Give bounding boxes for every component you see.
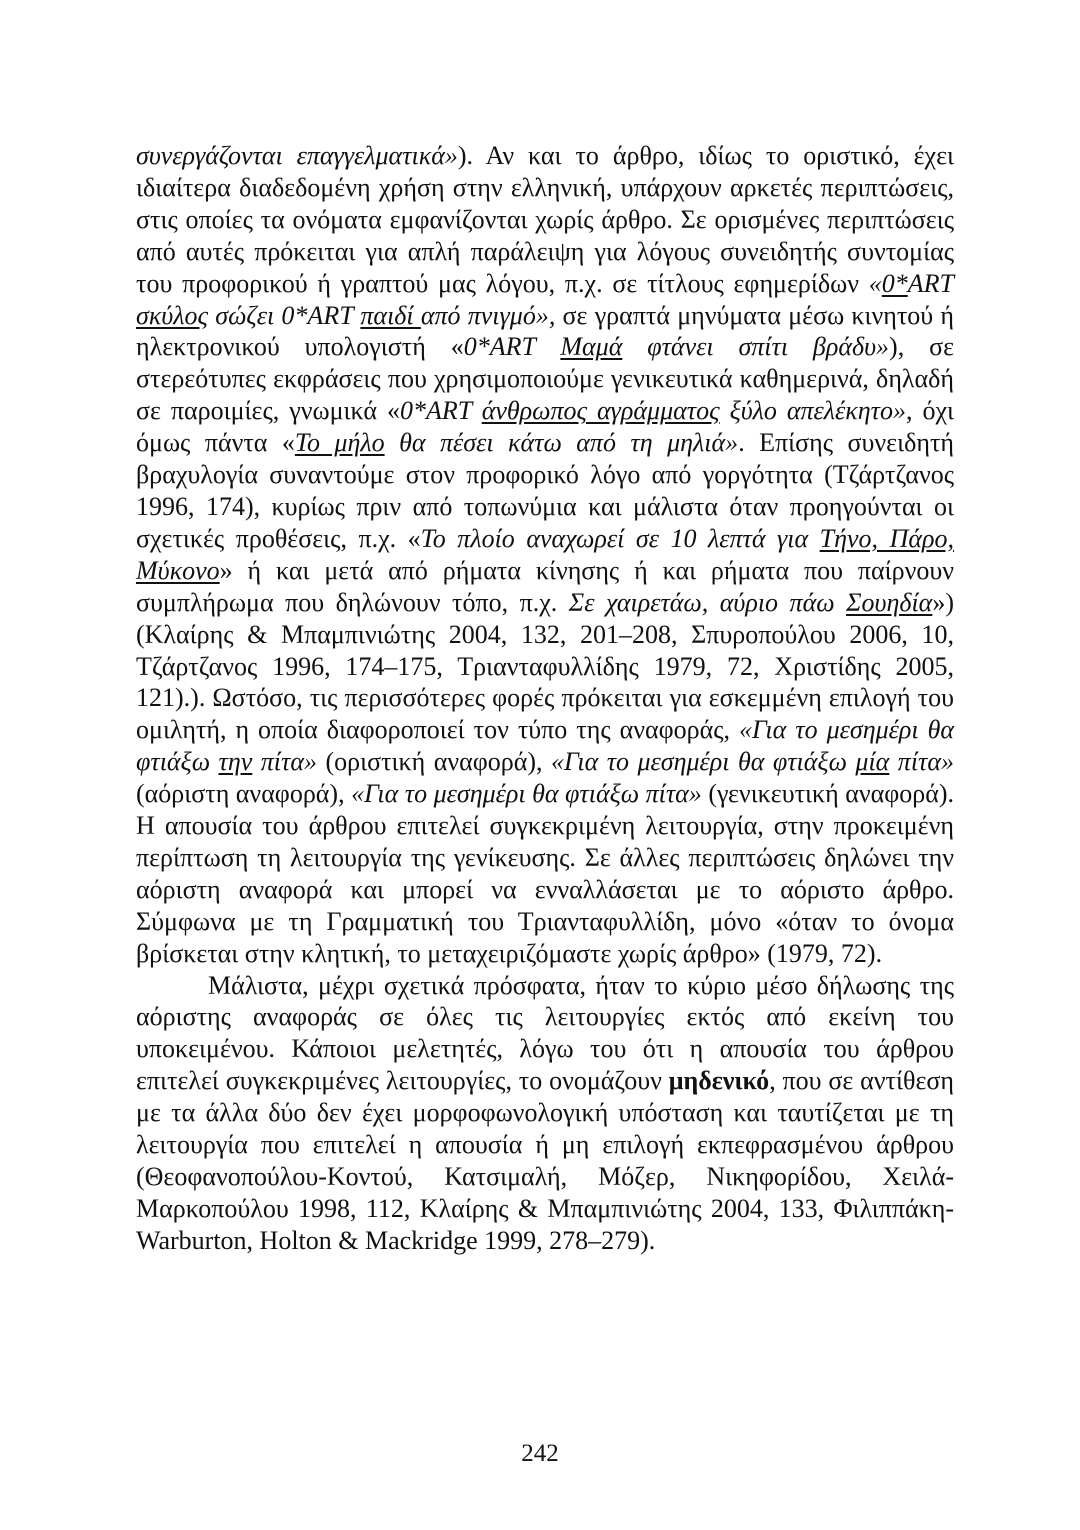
text-run: «Για το μεσημέρι θα φτιάξω bbox=[550, 747, 856, 777]
text-run: ξύλο απελέκητο» bbox=[719, 396, 906, 426]
text-run: 0*ART bbox=[463, 332, 561, 362]
text-run: Τήνο, Πάρο, Μύκονο bbox=[136, 523, 954, 585]
text-run: ») (Κλαίρης & Μπαμπινιώτης 2004, 132, 201–208, Σπυροπούλου 2006, 10, Τζάρτζανος 1996, 174–175, Τριανταφυλλίδης 1979, 72, Χριστίδης 2005, 121).). Ωστόσο, τις περισσότερες φορές πρόκειται για εσκεμμένη επιλογή του ομιλητή, η οποία διαφοροποιεί τον τύπο της αναφοράς, bbox=[136, 587, 954, 745]
text-run: την bbox=[218, 747, 253, 777]
text-run: σε γραπτά μηνύματα μέσω κινητού ή ηλεκτρονικού υπολογιστή « bbox=[136, 300, 954, 362]
text-run: (οριστική αναφορά), bbox=[316, 747, 551, 777]
text-run: Μάλιστα, μέχρι σχετικά πρόσφατα, ήταν το κύριο μέσο δήλωσης της αόριστης αναφοράς σε όλες τις λειτουργίες εκτός από εκείνη του υποκειμένου. Κάποιοι μελετητές, λόγω του ότι η απουσία του άρθρου επιτελεί συγκεκριμένες λειτουργίες, το ονομάζουν bbox=[136, 970, 954, 1096]
paragraph-2 bbox=[136, 970, 954, 1257]
text-run: 0* bbox=[881, 268, 908, 298]
text-run: ART bbox=[907, 268, 954, 298]
text-run: σώζει 0*ART bbox=[208, 300, 361, 330]
text-run: Σε χαιρετάω, αύριο πάω bbox=[568, 587, 847, 617]
text-run: μηδενικό bbox=[668, 1066, 770, 1096]
text-run: 0*ART bbox=[399, 396, 482, 426]
text-run: από πνιγμό», bbox=[420, 300, 556, 330]
text-run: Το πλοίο αναχωρεί σε 10 λεπτά για bbox=[420, 523, 820, 553]
text-run: θα πέσει κάτω από τη μηλιά» bbox=[384, 428, 739, 458]
text-run: παιδί bbox=[360, 300, 421, 330]
text-run: , που σε αντίθεση με τα άλλα δύο δεν έχει μορφοφωνολογική υπόσταση και ταυτίζεται με τη λειτουργία που επιτελεί η απουσία ή μη επιλογή εκπεφρασμένου άρθρου (Θεοφανοπούλου-Κοντού, Κατσιμαλή, Μόζερ, Νικηφορίδου, Χειλά-Μαρκοπούλου 1998, 112, Κλαίρης & Μπαμπινιώτης 2004, 133, Φιλιππάκη-Warburton, Holton & Mackridge 1999, 278–279). bbox=[136, 1066, 954, 1255]
text-run: «Για το μεσημέρι θα φτιάξω πίτα» bbox=[351, 779, 702, 809]
text-run: ), σε στερεότυπες εκφράσεις που χρησιμοποιούμε γενικευτικά καθημερινά, δηλαδή σε παροιμίες, γνωμικά « bbox=[136, 332, 954, 426]
text-run: πίτα» bbox=[252, 747, 317, 777]
text-run: άνθρωπος αγράμματος bbox=[481, 396, 720, 426]
text-run: πίτα» bbox=[889, 747, 955, 777]
text-run: συνεργάζονται επαγγελματικά» bbox=[136, 141, 458, 170]
text-run: μία bbox=[855, 747, 890, 777]
text-run: , όχι όμως πάντα « bbox=[136, 396, 954, 458]
paragraph-1 bbox=[136, 140, 954, 970]
text-run: Σουηδία bbox=[846, 587, 933, 617]
text-run: φτάνει σπίτι βράδυ» bbox=[622, 332, 890, 362]
page-number: 242 bbox=[521, 1440, 559, 1467]
body-text bbox=[136, 140, 954, 1257]
text-run: (αόριστη αναφορά), bbox=[136, 779, 352, 809]
text-run: σκύλος bbox=[136, 300, 209, 330]
text-run: Μαμά bbox=[560, 332, 623, 362]
text-run: «Για το μεσημέρι θα φτιάξω bbox=[136, 715, 955, 777]
text-run: (γενικευτική αναφορά). Η απουσία του άρθρου επιτελεί συγκεκριμένη λειτουργία, στην προκειμένη περίπτωση τη λειτουργία της γενίκευσης. Σε άλλες περιπτώσεις δηλώνει την αόριστη αναφορά και μπορεί να ενναλλάσεται με το αόριστο άρθρο. Σύμφωνα με τη Γραμματική του Τριανταφυλλίδη, μόνο «όταν το όνομα βρίσκεται στην κλητική, το μεταχειριζόμαστε χωρίς άρθρο» (1979, 72). bbox=[136, 779, 954, 968]
text-run: ). Αν και το άρθρο, ιδίως το οριστικό, έχει ιδιαίτερα διαδεδομένη χρήση στην ελληνική, υπάρχουν αρκετές περιπτώσεις, στις οποίες τα ονόματα εμφανίζονται χωρίς άρθρο. Σε ορισμένες περιπτώσεις από αυτές πρόκειται για απλή παράλειψη για λόγους συνειδητής συντομίας του προφορικού ή γραπτού μας λόγου, π.χ. σε τίτλους εφημερίδων bbox=[136, 141, 955, 298]
text-run: » ή και μετά από ρήματα κίνησης ή και ρήματα που παίρνουν συμπλήρωμα που δηλώνουν τόπο, π.χ. bbox=[136, 555, 954, 617]
text-run: « bbox=[868, 268, 882, 298]
text-run: . Επίσης συνειδητή βραχυλογία συναντούμε στον προφορικό λόγο από γοργότητα (Τζάρτζανος 1996, 174), κυρίως πριν από τοπωνύμια και μάλιστα όταν προηγούνται οι σχετικές προθέσεις, π.χ. « bbox=[136, 428, 954, 553]
text-run: Το μήλο bbox=[294, 428, 385, 458]
